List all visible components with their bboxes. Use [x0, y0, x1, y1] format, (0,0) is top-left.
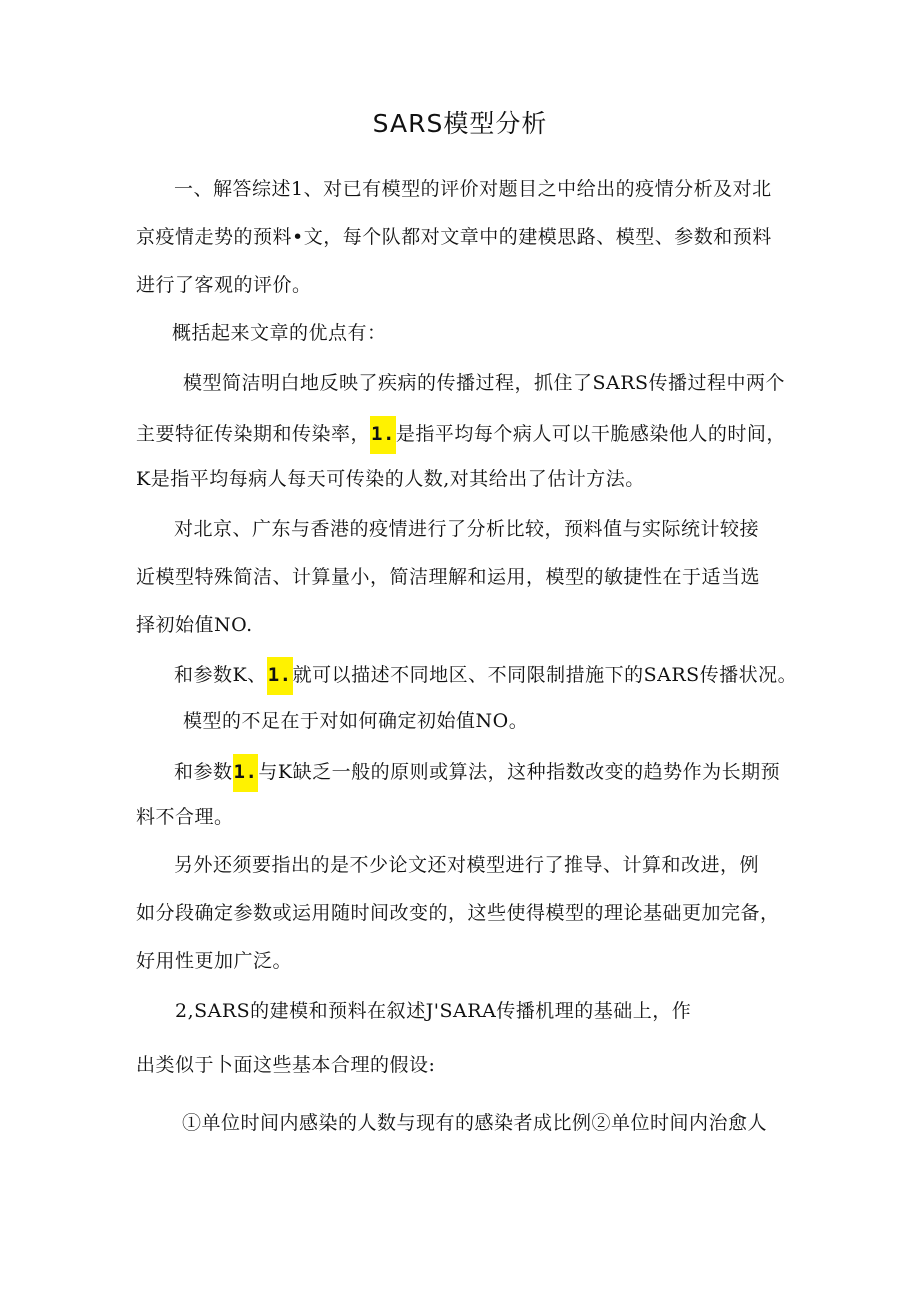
- paragraph-9-line-1: 2,SARS的建模和预料在叙述J'SARA传播机理的基础上，作: [175, 1000, 692, 1022]
- paragraph-7-line-2: 料不合理。: [136, 806, 234, 828]
- paragraph-5-text-after: 就可以描述不同地区、不同限制措施下的SARS传播状况。: [292, 664, 798, 686]
- paragraph-7-text-after: 与K缺乏一般的原则或算法，这种指数改变的趋势作为长期预: [258, 761, 781, 783]
- paragraph-7-line-1: [174, 754, 780, 792]
- paragraph-7-text-before: 和参数: [174, 761, 233, 783]
- paragraph-8-line-2: 如分段确定参数或运用随时间改变的，这些使得模型的理论基础更加完备，: [136, 902, 780, 924]
- paragraph-3-line-1: 模型简洁明白地反映了疾病的传播过程，抓住了SARS传播过程中两个: [183, 372, 786, 394]
- paragraph-3-line-2-text-before: 主要特征传染期和传染率，: [136, 423, 371, 445]
- paragraph-3-line-2: [136, 416, 786, 454]
- highlighted-symbol: 1.: [267, 657, 293, 695]
- paragraph-1-line-3: 进行了客观的评价。: [136, 274, 312, 296]
- paragraph-10-line-1: ①单位时间内感染的人数与现有的感染者成比例②单位时间内治愈人: [182, 1112, 768, 1134]
- paragraph-3-line-3: K是指平均每病人每天可传染的人数,对其给出了估计方法。: [136, 468, 645, 490]
- paragraph-1-line-2: 京疫情走势的预料•文，每个队都对文章中的建模思路、模型、参数和预料: [136, 226, 772, 248]
- paragraph-1-line-1: 一、解答综述1、对已有模型的评价对题目之中给出的疫情分析及对北: [174, 178, 772, 200]
- paragraph-8-line-1: 另外还须要指出的是不少论文还对模型进行了推导、计算和改进，例: [174, 854, 760, 876]
- paragraph-9-line-2: 出类似于卜面这些基本合理的假设:: [136, 1054, 436, 1076]
- paragraph-8-line-3: 好用性更加广泛。: [136, 950, 293, 972]
- paragraph-4-line-2: 近模型特殊简洁、计算量小，简洁理解和运用，模型的敏捷性在于适当选: [136, 566, 761, 588]
- paragraph-2-line-1: 概括起来文章的优点有：: [172, 322, 387, 344]
- highlighted-symbol: 1.: [233, 754, 259, 792]
- paragraph-6-line-1: 模型的不足在于对如何确定初始值NO。: [183, 710, 529, 732]
- paragraph-5-line-1: [174, 657, 797, 695]
- paragraph-5-text-before: 和参数K、: [174, 664, 267, 686]
- paragraph-4-line-1: 对北京、广东与香港的疫情进行了分析比较，预料值与实际统计较接: [174, 518, 760, 540]
- paragraph-4-line-3: 择初始值NO.: [136, 614, 253, 636]
- document-title: SARS模型分析: [372, 109, 548, 138]
- highlighted-symbol: 1.: [370, 416, 396, 454]
- paragraph-3-line-2-text-after: 是指平均每个病人可以干脆感染他人的时间，: [395, 423, 786, 445]
